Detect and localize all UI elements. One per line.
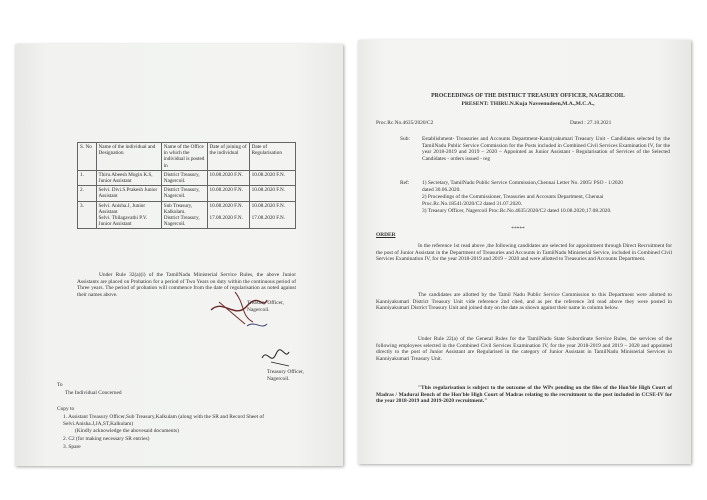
reference-item: 3) Treasury Officer, Nagercoil Proc.Rc.No.4635/2020/C2 dated 10.08.2020,17.08.2020.	[422, 208, 612, 214]
copy-item: 3. Spare	[63, 444, 81, 450]
row-office: District Treasury, Nagercoil.	[163, 215, 200, 228]
table-cell: Thiru.Abeesh Mogin K.S, Junior Assistant	[96, 170, 161, 185]
table-cell: 10.08.2020 F.N.	[249, 186, 295, 201]
table-header-row	[78, 143, 296, 171]
signature-block: Treasury Officer, Nagercoil.	[267, 369, 304, 382]
row-name: Selvi. Anisha.J, Junior Assistant	[98, 202, 146, 215]
copy-to-label: Copy to	[57, 406, 75, 412]
document-page-right	[358, 40, 691, 464]
table-cell: Selvi. Divi.S.Prakesh Junior Assistant	[96, 186, 161, 201]
document-page-left	[15, 44, 343, 466]
officer-signature	[259, 344, 299, 370]
present-officer: PRESENT: THIRU.N.Kuja Naveenudeen,M.A.,M.C.A.,	[461, 101, 595, 107]
reference-item: 1) Secretary, TamilNadu Public Service Commission,Chennai Letter No. 2005/ PSO - 1/2020 dated 30.06.2020.	[422, 180, 623, 193]
table-row	[78, 201, 296, 229]
probation-paragraph: Under Rule 32(a)(i) of the TamilNadu Ministerial Service Rules, the above Junior Assistants are placed on Probation for a period of Two Years on duty within the continuous period of Three years. The period of probation will commence from the date of regularisation as noted against their names above.	[77, 272, 296, 298]
order-paragraph-4: "This regularisation is subject to the outcome of the WPs pending on the files of the Hon'ble High Court of Madras / Madurai Bench of the Hon'ble High Court of Madras relating to the recruitment to the post included in CCSE-IV for the year 2018-2019 and 2019-2020 recruitment."	[376, 385, 672, 405]
table-cell: District Treasury, Nagercoil.	[161, 186, 207, 201]
row-regularisation: 10.08.2020 F.N.	[251, 202, 286, 209]
subject-text: Establishment- Treasuries and Accounts Department-Kanniyakumari Treasury Unit - Candidates selected by the TamilNadu Public Service Commission for the Posts included in Combined Civil Services Examination IV, for the year 2018-2019 and 2019 – 2020 – Appointed as Junior Assistant - Regularisation of Services of the Selected Candidates - orders issued - reg	[422, 136, 670, 162]
table-cell: 1.	[78, 170, 97, 185]
reference-label: Ref:	[400, 180, 410, 186]
copy-item-note: (Kindly acknowledge the abovesaid documents)	[75, 428, 179, 434]
proceedings-heading: PROCEEDINGS OF THE DISTRICT TREASURY OFFICER, NAGERCOIL	[431, 93, 625, 99]
table-header-cell: Date of Regularisation	[249, 143, 295, 171]
treasury-officer-stamp: Treasury Officer, Nagercoil.	[247, 300, 284, 313]
order-paragraph-3: Under Rule 22(a) of the General Rules for the TamilNadu State Subordinate Service Rules, the services of the following employees selected in the Combined Civil Services Examination IV, for the year 2018-2019 and 2019 – 2020 and appointed directly to the post of Junior Assistant are Regularised in the category of Junior Assistant in TamilNadu Ministerial Services in Kanniyakumari Treasury Unit.	[376, 336, 672, 362]
to-recipient: The Individual Concerned	[65, 390, 122, 396]
table-cell: 10.08.2020 F.N.	[249, 170, 295, 185]
table-cell	[207, 201, 249, 229]
reference-item: 2) Proceedings of the Commissioner, Treasuries and Accounts Department, Chennai Proc.Rc.No.18541/2020/C2 dated 31.07.2020.	[422, 194, 604, 207]
table-header-cell: Name of the individual and Designation	[96, 143, 161, 171]
table-cell	[161, 201, 207, 229]
table-header-cell: Date of joining of the individual	[207, 143, 249, 171]
table-header-cell: Name of the Office in which the individual is posted in	[161, 143, 207, 171]
table-cell: 2.	[78, 186, 97, 201]
to-label: To	[57, 382, 63, 388]
order-paragraph-2: The candidates are allotted by the Tamil Nadu Public Service Commission to this Department were allotted to Kanniyakumari District Treasury Unit vide reference 2nd cited, and as per the reference 3rd read above they were posted in Kanniyakumari District Treasury Unit and joined duty on the date as shown against their name in column below.	[376, 292, 672, 312]
row-regularisation: 17.08.2020 F.N.	[251, 214, 286, 221]
row-name: Selvi. Thilagavathi P.V. Junior Assistant	[98, 215, 148, 228]
row-office: Sub Treasury, Kalkulam.	[163, 202, 193, 215]
table-cell	[96, 201, 161, 229]
table-cell	[249, 201, 295, 229]
table-cell: 10.08.2020 F.N.	[207, 186, 249, 201]
row-joining: 10.08.2020 F.N.	[209, 202, 243, 209]
copy-item: 2. C2 (for making necessary SR entries)	[63, 436, 150, 442]
row-joining: 17.08.2020 F.N.	[209, 214, 243, 221]
row-number: 3.	[80, 202, 84, 209]
order-label: ORDER	[376, 232, 396, 238]
table-row	[78, 170, 296, 185]
copy-item: 1. Assistant Treasury Officer,Sub Treasury,Kalkulam (along with the SR and Record Sheet of Selvi.Anisha.J,JA,ST,Kalkulam)	[63, 414, 265, 427]
proceedings-number: Proc.Rc.No.4635/2020/C2	[376, 120, 434, 126]
table-cell	[78, 201, 97, 229]
table-header-cell: S. No	[78, 143, 97, 171]
proceedings-date: Dated : 27.10.2021	[570, 120, 612, 126]
table-cell: District Treasury, Nagercoil.	[161, 170, 207, 185]
table-row	[78, 186, 296, 201]
table-cell: 10.08.2020 F.N.	[207, 170, 249, 185]
order-paragraph-1: In the reference 1st read above ,the following candidates are selected for appointment through Direct Recruitment for the post of Junior Assistant in the Department of Treasuries and Accounts in TamilNadu Ministerial Service, included in Combined Civil Services Examination IV, for the year 2018-2019 and 2019 – 2020 and were allotted to Treasuries and Accounts Department.	[376, 243, 672, 263]
regularisation-table	[77, 142, 296, 229]
subject-label: Sub:	[400, 136, 410, 142]
separator-stars: *****	[511, 226, 525, 232]
